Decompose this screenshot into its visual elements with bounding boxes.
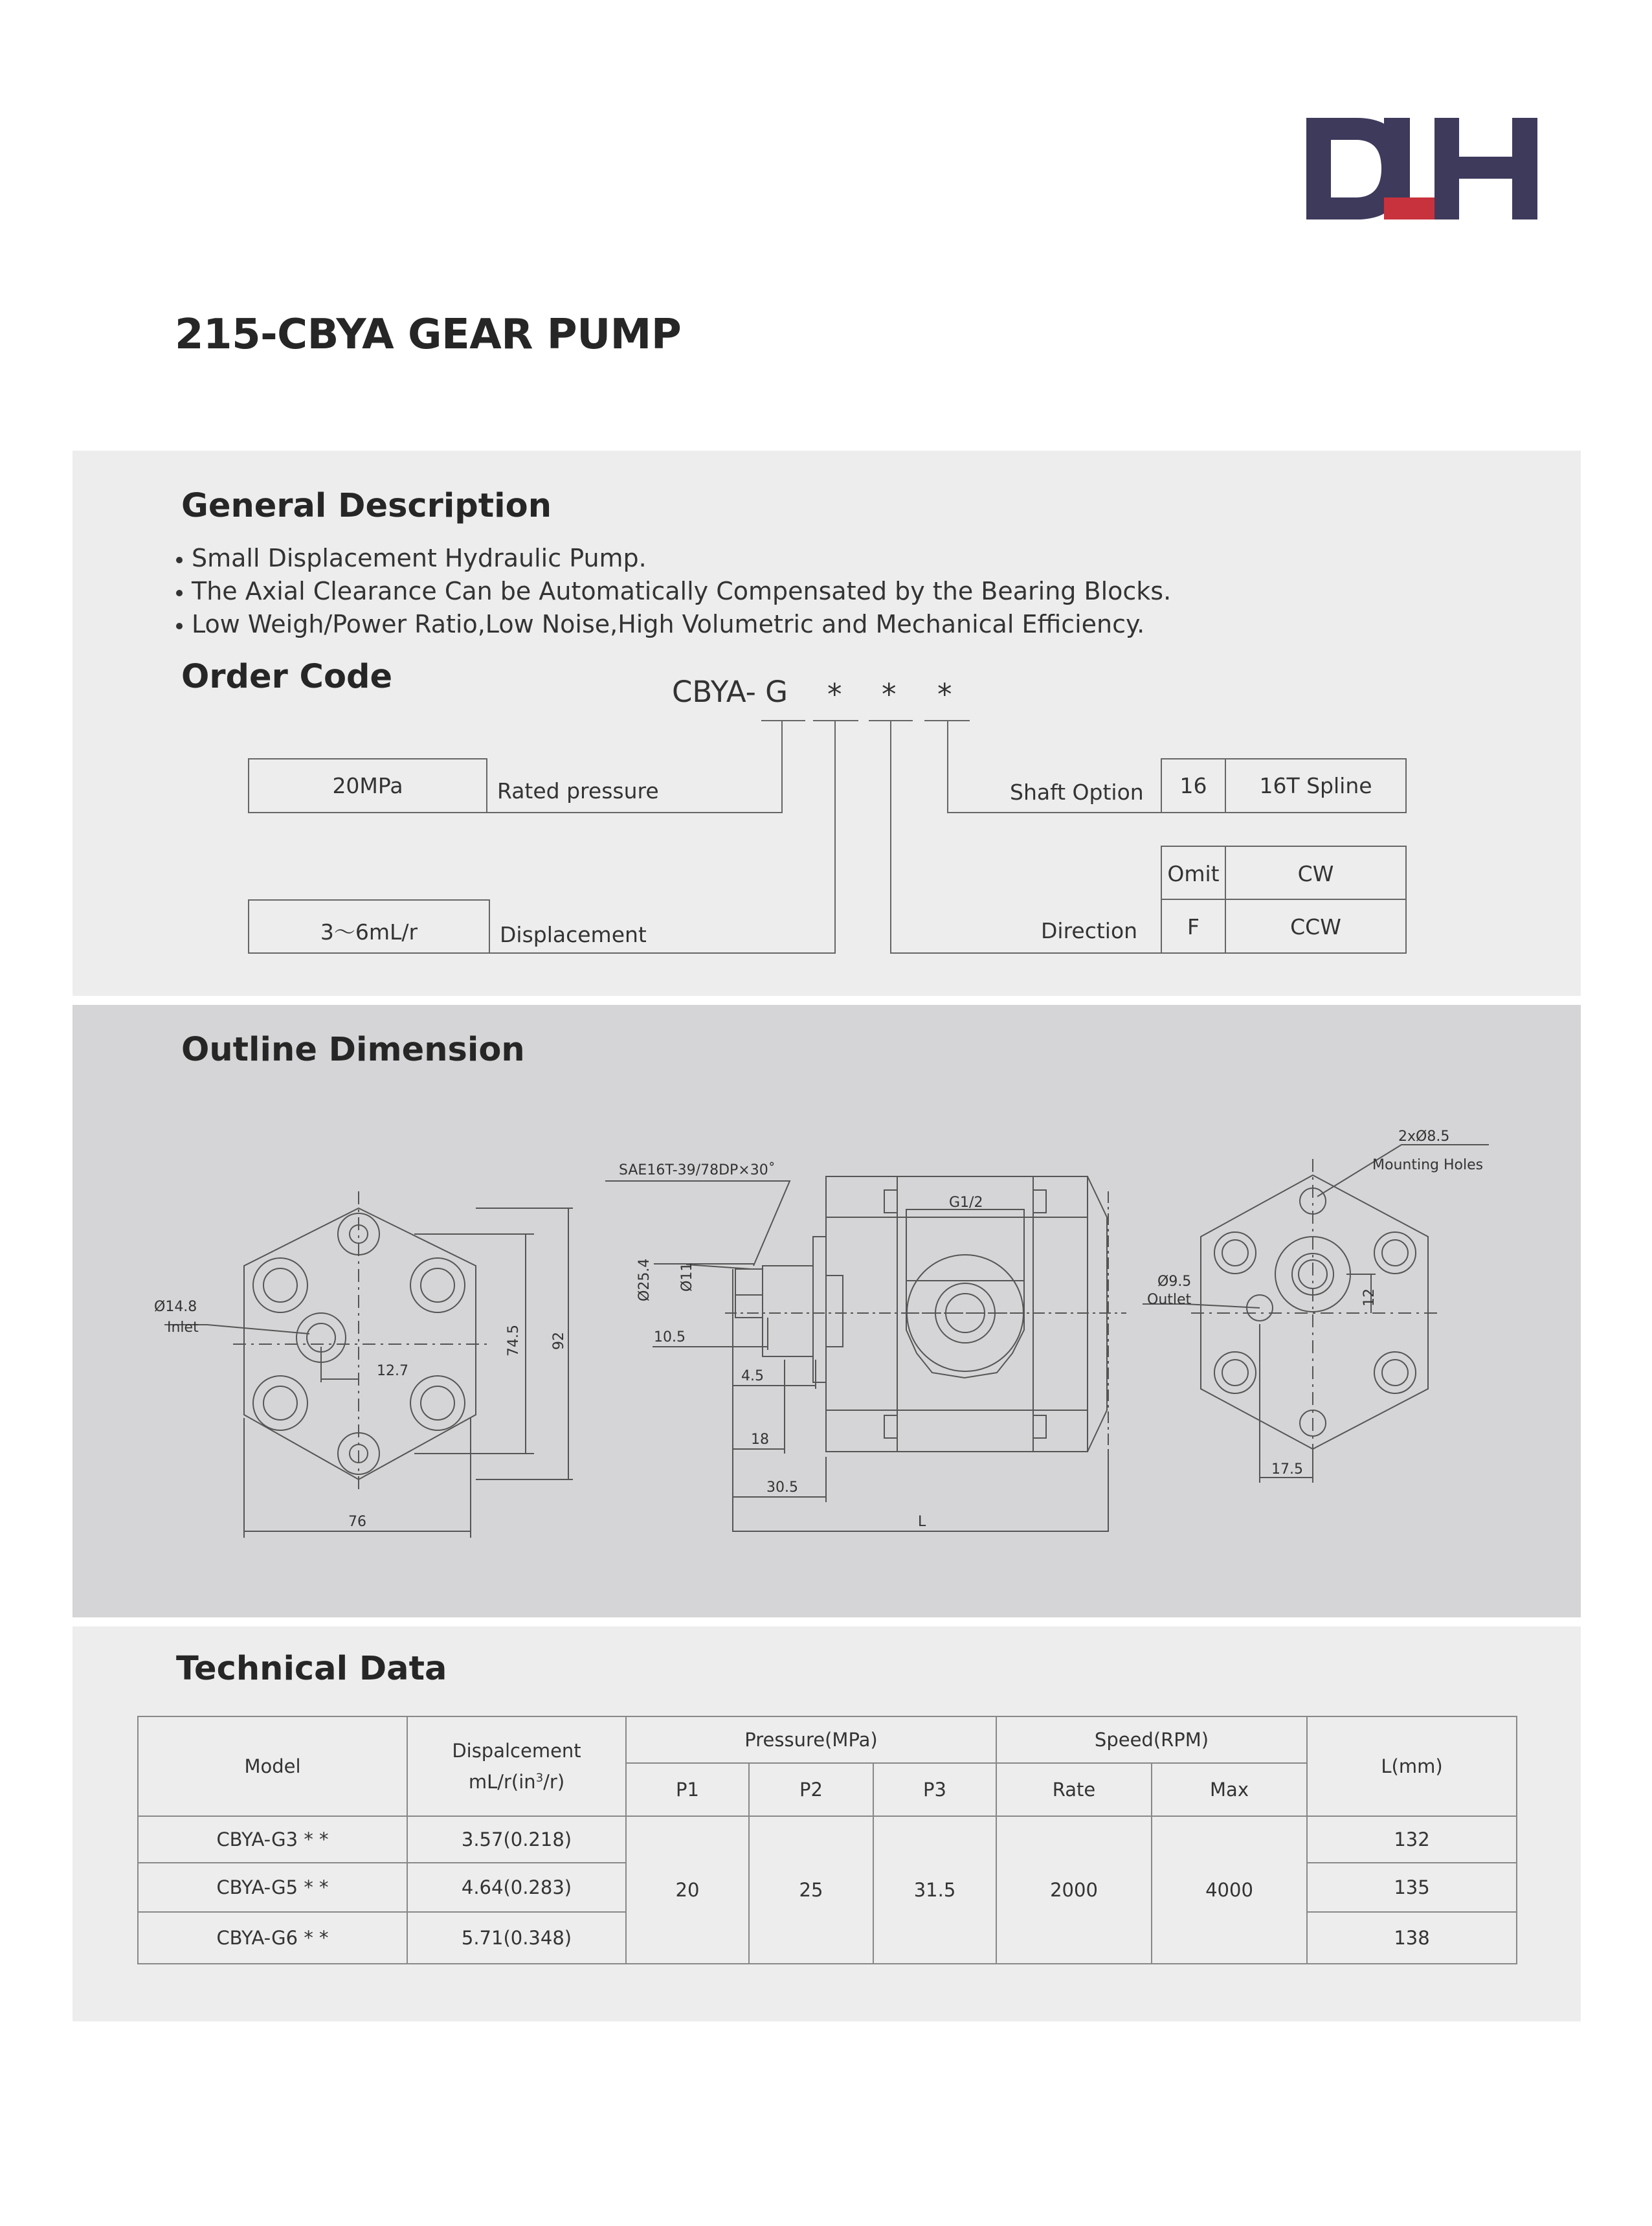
dim-12: 12 [1361,1288,1378,1307]
dim-17-5: 17.5 [1271,1461,1303,1478]
technical-data-heading: Technical Data [176,1650,447,1688]
p2-header: P2 [749,1763,873,1816]
outlet-diameter-label: Ø9.5 [1157,1274,1192,1290]
technical-data-table [137,1716,1517,1964]
max-cell: 4000 [1152,1816,1307,1964]
speed-header: Speed(RPM) [996,1716,1307,1763]
dim-10-5: 10.5 [654,1329,686,1345]
p2-cell: 25 [749,1816,873,1964]
length-cell: 135 [1307,1863,1517,1912]
pressure-label: Rated pressure [497,778,659,804]
order-code-base: CBYA- G [672,675,788,709]
p3-cell: 31.5 [873,1816,996,1964]
p3-header: P3 [873,1763,996,1816]
direction-description: CW [1297,861,1334,886]
dim-12-7: 12.7 [377,1363,408,1379]
dim-18: 18 [751,1432,769,1448]
bullet-item: Low Weigh/Power Ratio,Low Noise,High Volumetric and Mechanical Efficiency. [176,610,1144,638]
p1-cell: 20 [626,1816,749,1964]
mounting-holes-diameter-label: 2xØ8.5 [1398,1129,1450,1145]
side-view-drawing [605,1176,1126,1532]
order-code-star: * [827,677,842,712]
rear-view-drawing [1143,1145,1489,1483]
model-cell: CBYA-G3 * * [138,1816,407,1863]
table-header-row [138,1716,1517,1763]
direction-label: Direction [1041,918,1138,943]
dim-4-5: 4.5 [741,1368,764,1384]
model-header: Model [138,1716,407,1816]
bullet-item: The Axial Clearance Can be Automatically Compensated by the Bearing Blocks. [176,577,1171,605]
table-row [138,1816,1517,1863]
pressure-value: 20MPa [332,773,403,798]
model-cell: CBYA-G6 * * [138,1912,407,1964]
inlet-label: Inlet [167,1320,199,1336]
rate-header: Rate [996,1763,1152,1816]
order-code-heading: Order Code [181,658,393,696]
model-cell: CBYA-G5 * * [138,1863,407,1912]
inlet-diameter-label: Ø14.8 [154,1299,197,1315]
order-code-star: * [882,677,897,712]
dim-92: 92 [551,1332,567,1350]
order-code-star: * [937,677,952,712]
pressure-header: Pressure(MPa) [626,1716,996,1763]
shaft-description: 16T Spline [1259,773,1372,798]
outline-dimension-heading: Outline Dimension [181,1031,525,1069]
direction-description: CCW [1290,914,1341,939]
shaft-code: 16 [1179,773,1207,798]
displacement-value: 3～6mL/r [320,919,418,945]
max-header: Max [1152,1763,1307,1816]
rate-cell: 2000 [996,1816,1152,1964]
dim-74-5: 74.5 [506,1325,522,1356]
bullet-item: Small Displacement Hydraulic Pump. [176,544,647,572]
displacement-label: Displacement [500,922,647,947]
dim-dia-25-4: Ø25.4 [636,1258,653,1301]
dim-76: 76 [348,1514,366,1530]
length-cell: 132 [1307,1816,1517,1863]
displacement-header: Dispalcement $mL/r(in^3/r)$ [407,1716,626,1816]
displacement-cell: 4.64(0.283) [407,1863,626,1912]
spline-spec-label: SAE16T-39/78DP×30˚ [619,1162,776,1178]
p1-header: P1 [626,1763,749,1816]
dim-dia-11: Ø11 [679,1262,695,1292]
dim-l: L [918,1514,926,1530]
page-title: 215-CBYA GEAR PUMP [175,311,682,359]
front-view-drawing [164,1191,573,1538]
mounting-holes-label: Mounting Holes [1372,1157,1484,1173]
direction-code: F [1187,914,1200,939]
port-g12-label: G1/2 [949,1195,983,1211]
direction-code: Omit [1167,861,1220,886]
displacement-cell: 5.71(0.348) [407,1912,626,1964]
outlet-label: Outlet [1147,1292,1192,1308]
outline-drawing [0,1101,1652,1567]
order-code-lines [0,0,1652,1010]
shaft-option-label: Shaft Option [1010,780,1144,805]
general-description-heading: General Description [181,487,552,525]
length-header: L(mm) [1307,1716,1517,1816]
dim-30-5: 30.5 [766,1479,798,1496]
length-cell: 138 [1307,1912,1517,1964]
displacement-cell: 3.57(0.218) [407,1816,626,1863]
